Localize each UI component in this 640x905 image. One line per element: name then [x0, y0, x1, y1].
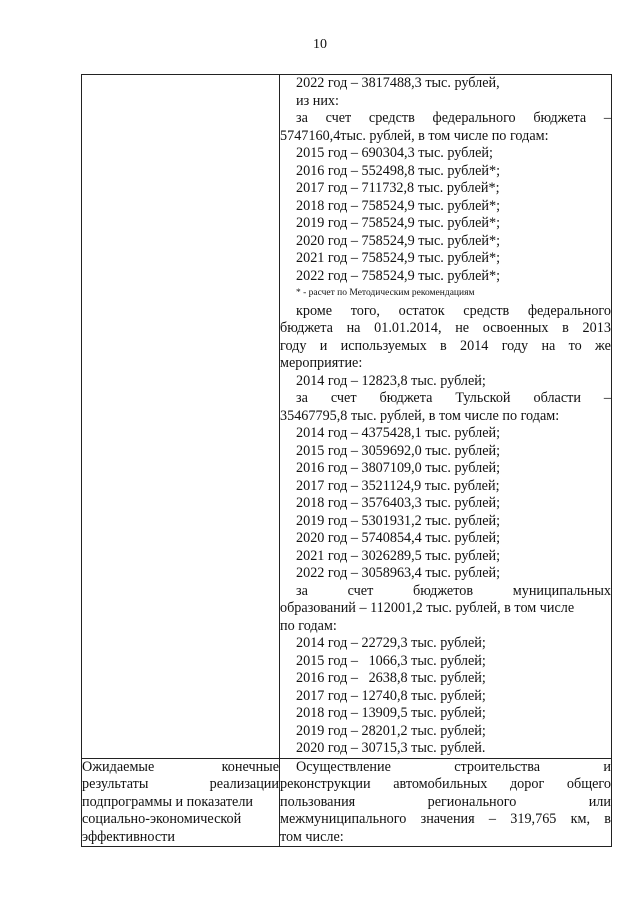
expected-results-label-line — [82, 776, 279, 794]
regional-year-line: 2017 год – 3521124,9 тыс. рублей; — [296, 477, 500, 494]
municipal-year-line: 2015 год – 1066,3 тыс. рублей; — [296, 652, 486, 669]
word: освоенных — [482, 320, 549, 336]
word: используемых — [340, 337, 427, 354]
word: межмуниципального — [280, 811, 407, 827]
regional-year-line: 2022 год – 3058963,4 тыс. рублей; — [296, 565, 501, 581]
expected-results-label-cell — [82, 758, 280, 847]
word: и — [603, 758, 611, 775]
municipal-year-line: 2017 год – 12740,8 тыс. рублей; — [296, 687, 486, 704]
regional-year-line: 2015 год – 3059692,0 тыс. рублей; — [296, 442, 501, 459]
word: пользования — [280, 793, 356, 810]
word: муниципальных — [512, 582, 611, 599]
word: автомобильных — [393, 776, 488, 792]
word: строительства — [454, 758, 541, 775]
word: счет — [325, 110, 352, 126]
regional-year-line: 2014 год – 4375428,1 тыс. рублей; — [296, 425, 501, 441]
word: счет — [347, 582, 374, 599]
expected-results-value-line — [280, 759, 611, 777]
federal-year-line: 2021 год – 758524,9 тыс. рублей*; — [296, 250, 501, 266]
expected-results-label-line — [82, 759, 279, 777]
word: том числе: — [280, 828, 344, 845]
expected-results-label-line — [82, 811, 279, 829]
expected-results-value-line — [280, 794, 611, 812]
remainder-line — [280, 338, 611, 356]
word: общего — [566, 776, 611, 792]
word: за — [296, 390, 308, 406]
municipal-year-line: 2018 год – 13909,5 тыс. рублей; — [296, 705, 486, 721]
word: кроме — [296, 302, 333, 319]
word: эффективности — [82, 828, 175, 845]
word: счет — [330, 390, 357, 406]
word: социально-экономической — [82, 811, 242, 827]
word: федерального — [527, 302, 611, 319]
federal-intro-line — [280, 110, 611, 128]
municipal-year-line: 2016 год – 2638,8 тыс. рублей; — [296, 670, 486, 686]
municipal-year-line: 2020 год – 30715,3 тыс. рублей. — [296, 740, 486, 756]
word: реконструкции — [280, 776, 371, 792]
word: бюджетов — [413, 582, 474, 599]
word: того, — [350, 302, 380, 319]
word: – — [603, 390, 611, 406]
expected-results-value-line — [280, 829, 611, 847]
federal-year-line: 2020 год – 758524,9 тыс. рублей*; — [296, 232, 501, 249]
table-row — [82, 75, 612, 759]
word: остаток — [398, 302, 445, 319]
word: бюджета — [379, 390, 433, 406]
expected-results-value-cell — [280, 758, 612, 847]
expected-results-label-line — [82, 794, 279, 812]
word: конечные — [221, 758, 279, 775]
regional-year-line: 2018 год – 3576403,3 тыс. рублей; — [296, 495, 501, 511]
remainder-year-line: 2014 год – 12823,8 тыс. рублей; — [296, 372, 486, 389]
word: же — [595, 337, 611, 354]
word: бюджета — [533, 110, 587, 126]
expected-results-value-line — [280, 811, 611, 829]
word: или — [588, 793, 611, 810]
financing-cell — [280, 75, 612, 759]
word: году — [501, 337, 529, 354]
word: дорог — [509, 776, 545, 792]
federal-year-line: 2018 год – 758524,9 тыс. рублей*; — [296, 197, 501, 214]
table-row — [82, 758, 612, 847]
remainder-line: мероприятие: — [280, 355, 363, 371]
federal-total-line: 5747160,4тыс. рублей, в том числе по годам: — [280, 127, 549, 144]
word: результаты — [82, 776, 149, 792]
word: – — [603, 110, 611, 126]
word: 319,765 — [510, 811, 557, 827]
municipal-year-line: 2019 год – 28201,2 тыс. рублей; — [296, 722, 486, 739]
regional-year-line: 2016 год – 3807109,0 тыс. рублей; — [296, 460, 501, 476]
word: подпрограммы и показатели — [82, 793, 254, 810]
municipal-total-line: образований – 112001,2 тыс. рублей, в том числе — [280, 600, 575, 616]
federal-year-line: 2022 год – 758524,9 тыс. рублей*; — [296, 267, 501, 284]
expected-results-label-line — [82, 829, 279, 847]
text-line: из них: — [296, 92, 339, 109]
word: и — [319, 337, 328, 354]
word: области — [533, 390, 581, 406]
municipal-year-line: 2014 год – 22729,3 тыс. рублей; — [296, 635, 486, 651]
expected-results-value-line — [280, 776, 611, 794]
word: Ожидаемые — [82, 758, 155, 775]
word: то — [568, 337, 582, 354]
word: – — [488, 811, 497, 827]
word: 01.01.2014, — [374, 320, 442, 336]
word: км, — [570, 811, 591, 827]
page-number: 10 — [313, 37, 327, 52]
word: средств — [368, 110, 415, 126]
federal-year-line: 2016 год – 552498,8 тыс. рублей*; — [296, 162, 501, 179]
word: на — [541, 337, 556, 354]
word: за — [296, 582, 308, 599]
word: в — [440, 337, 447, 354]
federal-year-line: 2017 год – 711732,8 тыс. рублей*; — [296, 180, 500, 196]
footnote: * - расчет по Методическим рекомендациям — [296, 288, 475, 298]
word: средств — [463, 302, 510, 319]
word: регионального — [427, 793, 517, 810]
word: Осуществление — [296, 758, 391, 775]
municipal-by-years-line: по годам: — [280, 617, 337, 634]
word: бюджета — [280, 320, 333, 336]
word: не — [455, 320, 470, 336]
federal-year-line: 2019 год – 758524,9 тыс. рублей*; — [296, 215, 501, 231]
word: на — [346, 320, 361, 336]
regional-year-line: 2019 год – 5301931,2 тыс. рублей; — [296, 512, 501, 529]
word: Тульской — [455, 390, 511, 406]
text-line: 2022 год – 3817488,3 тыс. рублей, — [296, 75, 500, 91]
regional-year-line: 2021 год – 3026289,5 тыс. рублей; — [296, 547, 501, 564]
word: году — [280, 337, 307, 354]
word: 2013 — [582, 320, 611, 336]
municipal-intro-line — [280, 583, 611, 601]
word: 2014 — [460, 337, 489, 354]
regional-intro-line — [280, 390, 611, 408]
word: в — [604, 811, 611, 827]
regional-year-line: 2020 год – 5740854,4 тыс. рублей; — [296, 530, 501, 546]
word: федерального — [432, 110, 516, 126]
word: в — [562, 320, 569, 336]
federal-year-line: 2015 год – 690304,3 тыс. рублей; — [296, 145, 493, 161]
word: реализации — [209, 776, 279, 792]
regional-total-line: 35467795,8 тыс. рублей, в том числе по годам: — [280, 407, 560, 424]
word: значения — [420, 811, 475, 827]
left-label-cell-empty — [82, 75, 280, 759]
passport-table — [81, 74, 612, 847]
remainder-line — [280, 303, 611, 321]
remainder-line — [280, 320, 611, 338]
word: за — [296, 110, 308, 126]
